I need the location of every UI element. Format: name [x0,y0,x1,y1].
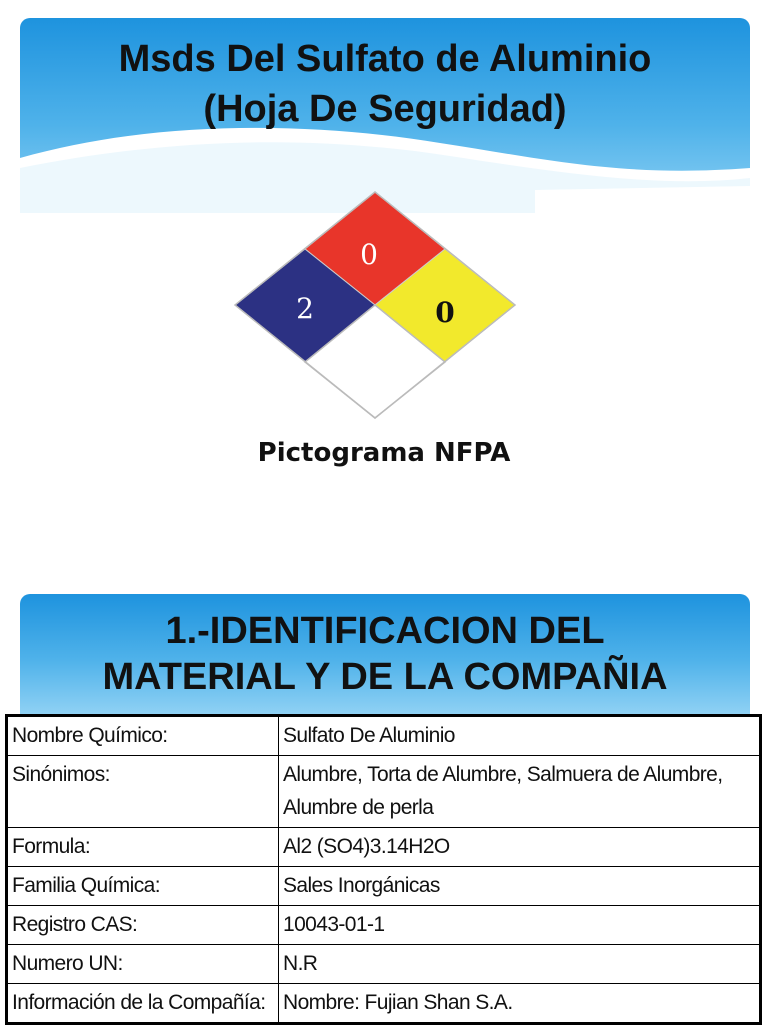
row-value: Sales Inorgánicas [279,867,761,906]
row-value: N.R [279,945,761,984]
nfpa-health-value: 2 [296,292,314,325]
title-line-1: Msds Del Sulfato de Aluminio [118,38,652,80]
nfpa-flammability-value: 0 [360,238,378,271]
row-value: Al2 (SO4)3.14H2O [279,828,761,867]
title-line-2: (Hoja De Seguridad) [203,88,567,130]
nfpa-reactivity-value: 0 [435,296,455,329]
table-row [7,945,761,984]
row-label: Registro CAS: [7,906,279,945]
table-row [7,716,761,756]
row-label: Sinónimos: [7,756,279,828]
table-row [7,756,761,828]
nfpa-caption: Pictograma NFPA [257,438,511,468]
section-title-line-2: MATERIAL Y DE LA COMPAÑIA [102,656,668,698]
section-title-line-1: 1.-IDENTIFICACION DEL [165,610,605,652]
row-label: Información de la Compañía: [7,984,279,1024]
row-label: Nombre Químico: [7,716,279,756]
row-value: Alumbre, Torta de Alumbre, Salmuera de Alumbre, Alumbre de perla [279,756,761,828]
identification-table [5,714,762,1025]
table-row [7,828,761,867]
nfpa-diamond [228,190,528,420]
document-title [20,34,750,134]
table-row [7,867,761,906]
row-value: Nombre: Fujian Shan S.A. [279,984,761,1024]
section-banner [20,594,750,714]
row-value: Sulfato De Aluminio [279,716,761,756]
row-label: Formula: [7,828,279,867]
title-banner [20,18,750,213]
row-value: 10043-01-1 [279,906,761,945]
section-title [20,608,750,700]
table-row [7,984,761,1024]
table-row [7,906,761,945]
slide-identification [0,594,768,1024]
row-label: Familia Química: [7,867,279,906]
row-label: Numero UN: [7,945,279,984]
